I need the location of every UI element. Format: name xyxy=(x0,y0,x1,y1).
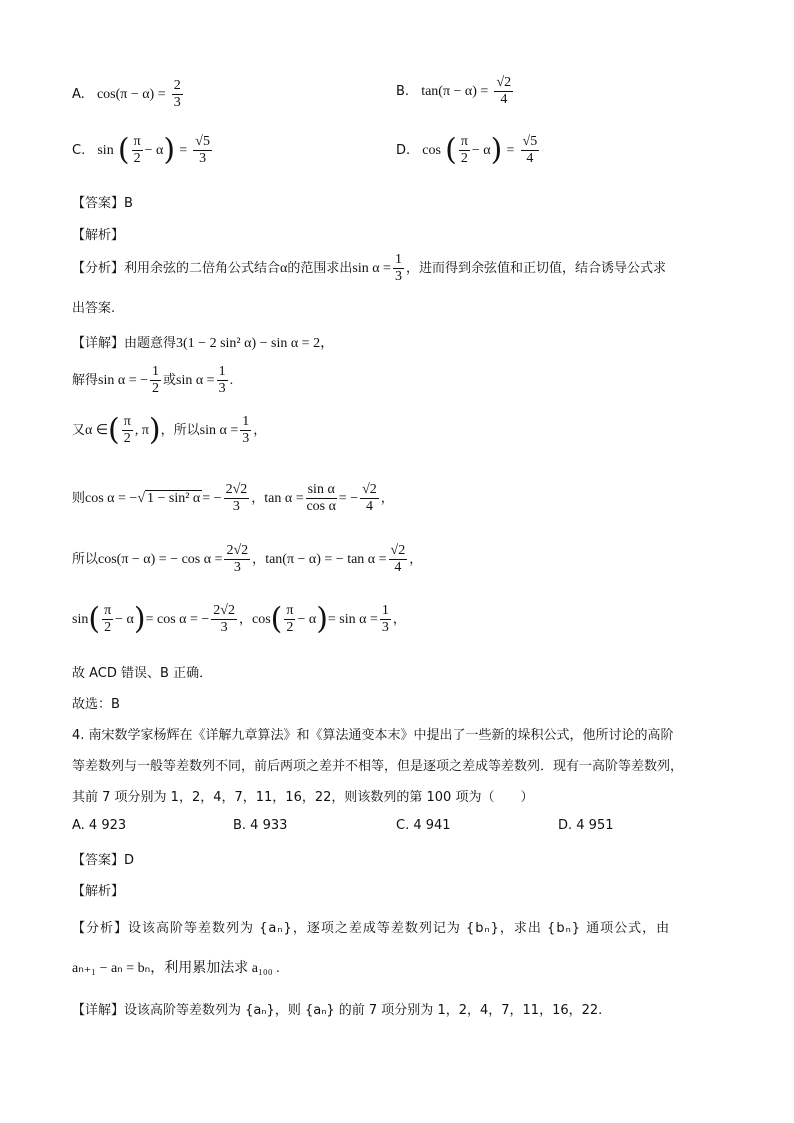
q4-option-c: C. 4 941 xyxy=(396,818,451,833)
range-text-b: ，所以 xyxy=(160,423,200,438)
q4-stem-line3: 其前 7 项分别为 1，2，4，7，11，16，22，则该数列的第 100 项为（ ） xyxy=(72,790,534,805)
detail-text: 【详解】由题意得 xyxy=(72,336,177,351)
q3-detail-line xyxy=(72,332,334,352)
q3-analysis-line2: 出答案. xyxy=(72,301,116,316)
q4-detail: 【详解】设该高阶等差数列为 {aₙ}，则 {aₙ} 的前 7 项分别为 1，2，4，7，11，16，22. xyxy=(72,1003,603,1018)
option-b-label: B. xyxy=(396,84,410,99)
ind-sin-pi: $\frac{\pi}{2}$ xyxy=(104,603,112,635)
q3-analysis-line1 xyxy=(72,252,666,285)
ind-cos: cos xyxy=(251,612,271,627)
tan-expr: tan α = xyxy=(264,491,304,506)
analysis-alpha: α xyxy=(280,261,288,276)
option-c: C. sin ( $\frac{\pi}{2}$ − α) = $\frac{√5}{3}$ xyxy=(72,132,210,168)
q3-range-line: 又α ∈( $\frac{\pi}{2}$ , π)，所以sin α = $\frac{1}{3}$ ， xyxy=(72,412,267,448)
q3-cos-tan-line: 则cos α = −√ 1 − sin² α = − $\frac{2√2}{3}$ ，tan α = $\frac{\text{sin α}}{\text{cos α}}$ = − $\frac{√2}{4}$ ， xyxy=(72,482,394,514)
cos-text: 则 xyxy=(72,491,86,506)
ind-cos-pi: $\frac{\pi}{2}$ xyxy=(286,603,294,635)
option-a xyxy=(72,78,185,111)
option-d-label: D. xyxy=(396,143,411,158)
option-c-alpha: − α xyxy=(144,143,164,158)
q4-analysis-line1: 【分析】设该高阶等差数列为 {aₙ}，逐项之差成等差数列记为 {bₙ}，求出 {bₙ} 通项公式，由 xyxy=(72,921,671,936)
option-b xyxy=(396,75,515,108)
ind-sin-frac: $\frac{2√2}{3}$ xyxy=(213,603,235,635)
option-c-pi-frac: $\frac{\pi}{2}$ xyxy=(133,134,141,166)
range-frac2: $\frac{1}{3}$ xyxy=(242,414,250,446)
solve-or: 或 xyxy=(162,373,176,388)
analysis-fraction: $\frac{1}{3}$ xyxy=(394,252,402,284)
so-text: 所以 xyxy=(72,552,99,567)
so-tan: tan(π − α) = − tan α = xyxy=(265,552,387,567)
cos-root: 1 − sin² α xyxy=(147,491,201,506)
so-tan-frac: $\frac{√2}{4}$ xyxy=(390,543,406,575)
option-c-fraction: $\frac{√5}{3}$ xyxy=(195,134,210,166)
q3-conclusion: 故 ACD 错误、B 正确． xyxy=(72,666,213,681)
so-cos-frac: $\frac{2√2}{3}$ xyxy=(226,543,249,575)
q4-option-a: A. 4 923 xyxy=(72,818,127,833)
cos-expr: cos α = − xyxy=(85,491,138,506)
q4-stem-line1: 4. 南宋数学家杨辉在《详解九章算法》和《算法通变本末》中提出了一些新的垛积公式，他所讨论的高阶 xyxy=(72,728,674,743)
option-c-fn: sin xyxy=(97,143,114,158)
range-text: 又 xyxy=(72,423,86,438)
option-d: D. cos ( $\frac{\pi}{2}$ − α) = $\frac{√5}{4}$ xyxy=(396,132,538,168)
range-frac: $\frac{\pi}{2}$ xyxy=(123,414,131,446)
option-d-fraction: $\frac{√5}{4}$ xyxy=(522,134,538,166)
tan-frac: $\frac{\text{sin α}}{\text{cos α}}$ xyxy=(306,482,336,514)
solve-frac1: $\frac{1}{2}$ xyxy=(151,364,159,396)
option-b-fraction: $\frac{√2}{4}$ xyxy=(496,75,512,107)
analysis-text-a: 【分析】利用余弦的二倍角公式结合 xyxy=(72,261,281,276)
q3-induction-line: sin( $\frac{\pi}{2}$ − α)= cos α = − $\frac{2√2}{3}$ ，cos( $\frac{\pi}{2}$ − α)= sin α = $\frac{1}{3}$ ， xyxy=(72,601,406,637)
option-b-lhs: tan(π − α) = xyxy=(421,84,489,99)
q4-analysis-line2: aₙ₊₁ − aₙ = bₙ，利用累加法求 a₁₀₀ . xyxy=(72,961,280,976)
q4-answer: 【答案】D xyxy=(72,853,135,868)
tan-frac2: $\frac{√2}{4}$ xyxy=(362,482,377,514)
q3-choose: 故选：B xyxy=(72,697,120,712)
q3-solve-line: 解得sin α = − $\frac{1}{2}$ 或sin α = $\frac{1}{3}$ . xyxy=(72,364,234,396)
ind-sin: sin xyxy=(72,612,89,627)
cos-frac: $\frac{2√2}{3}$ xyxy=(225,482,248,514)
range-sin: sin α = xyxy=(199,423,239,438)
detail-equation: 3(1 − 2 sin² α) − sin α = 2， xyxy=(176,336,335,351)
q3-jiexi: 【解析】 xyxy=(72,228,125,243)
solve-frac2: $\frac{1}{3}$ xyxy=(218,364,226,396)
solve-sin1: sin α = − xyxy=(98,373,148,388)
option-d-alpha: − α xyxy=(471,143,491,158)
q4-stem-line2: 等差数列与一般等差数列不同，前后两项之差并不相等，但是逐项之差成等差数列．现有一高阶等差数列， xyxy=(72,759,684,774)
option-d-fn: cos xyxy=(422,143,441,158)
q3-answer: 【答案】B xyxy=(72,196,133,211)
option-d-pi-frac: $\frac{\pi}{2}$ xyxy=(460,134,468,166)
q4-jiexi: 【解析】 xyxy=(72,884,125,899)
option-c-label: C. xyxy=(72,143,86,158)
analysis-text-b: 的范围求出 xyxy=(287,261,353,276)
q3-so-line: 所以cos(π − α) = − cos α = $\frac{2√2}{3}$ ，tan(π − α) = − tan α = $\frac{√2}{4}$ ， xyxy=(72,543,423,575)
option-a-label: A. xyxy=(72,87,85,102)
solve-sin2: sin α = xyxy=(176,373,215,388)
q4-option-d: D. 4 951 xyxy=(558,818,614,833)
q4-option-b: B. 4 933 xyxy=(233,818,288,833)
option-a-lhs: cos(π − α) = xyxy=(96,87,166,102)
ind-cos-frac: $\frac{1}{3}$ xyxy=(381,603,389,635)
analysis-sin: sin α = xyxy=(352,261,391,276)
solve-text: 解得 xyxy=(72,373,99,388)
option-a-fraction: $\frac{2}{3}$ xyxy=(173,78,181,110)
range-alpha: α ∈ xyxy=(85,423,109,438)
analysis-text-c: ，进而得到余弦值和正切值，结合诱导公式求 xyxy=(405,261,666,276)
so-cos: cos(π − α) = − cos α = xyxy=(98,552,223,567)
